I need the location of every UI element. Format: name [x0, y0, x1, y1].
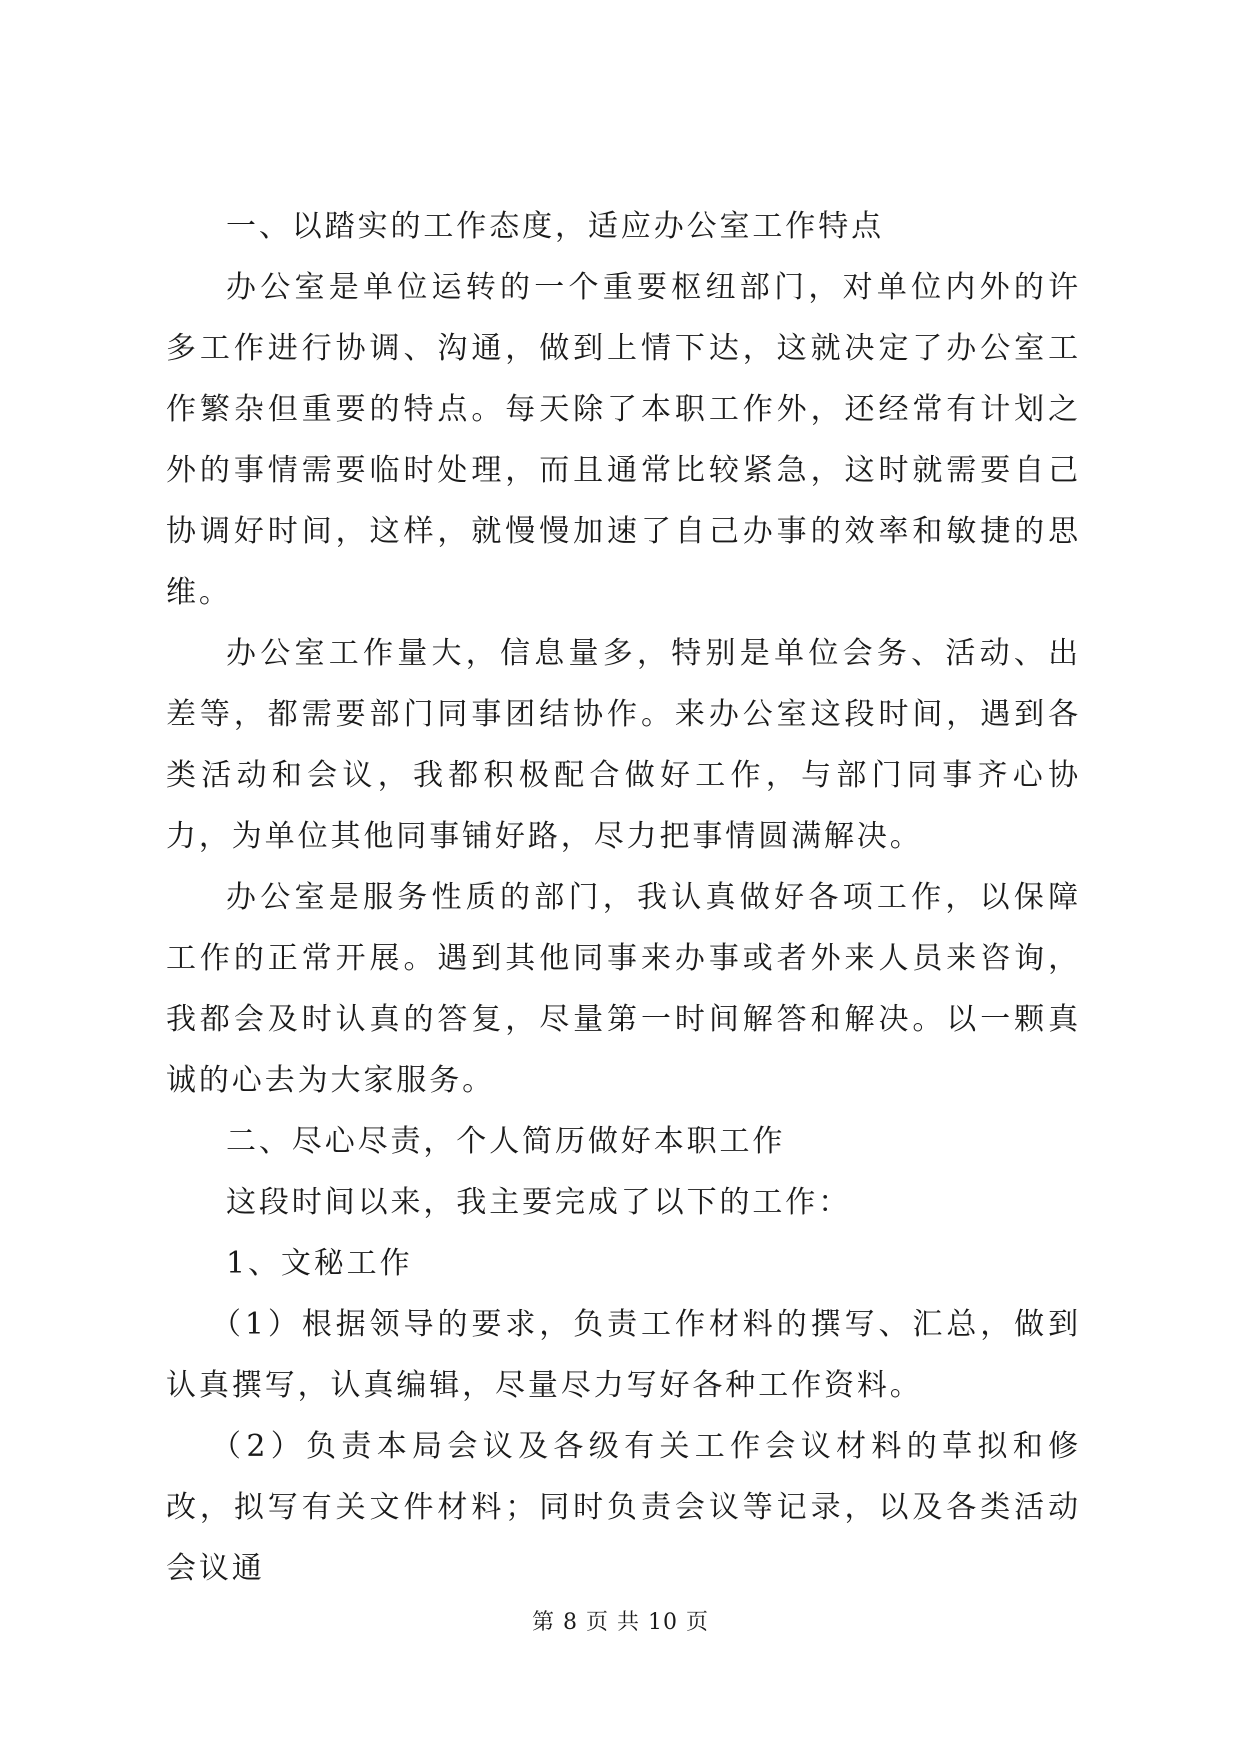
list-item: （1）根据领导的要求，负责工作材料的撰写、汇总，做到认真撰写，认真编辑，尽量尽力写好各种工作资料。 — [166, 1307, 1081, 1403]
list-item: （2）负责本局会议及各级有关工作会议材料的草拟和修改，拟写有关文件材料；同时负责会议等记录，以及各类活动会议通 — [166, 1429, 1081, 1586]
paragraph: 办公室是单位运转的一个重要枢纽部门，对单位内外的许多工作进行协调、沟通，做到上情下达，这就决定了办公室工作繁杂但重要的特点。每天除了本职工作外，还经常有计划之外的事情需要临时处理，而且通常比较紧急，这时就需要自己协调好时间，这样，就慢慢加速了自己办事的效率和敏捷的思维。 — [166, 270, 1081, 610]
paragraph: 这段时间以来，我主要完成了以下的工作： — [226, 1185, 852, 1220]
section-heading-1: 一、以踏实的工作态度，适应办公室工作特点 — [226, 209, 884, 244]
subsection-heading: 1、文秘工作 — [226, 1246, 413, 1281]
section-heading-2: 二、尽心尽责，个人简历做好本职工作 — [226, 1124, 786, 1159]
paragraph: 办公室是服务性质的部门，我认真做好各项工作，以保障工作的正常开展。遇到其他同事来办事或者外来人员来咨询，我都会及时认真的答复，尽量第一时间解答和解决。以一颗真诚的心去为大家服务。 — [166, 880, 1081, 1098]
paragraph: 办公室工作量大，信息量多，特别是单位会务、活动、出差等，都需要部门同事团结协作。来办公室这段时间，遇到各类活动和会议，我都积极配合做好工作，与部门同事齐心协力，为单位其他同事铺好路，尽力把事情圆满解决。 — [166, 636, 1081, 854]
document-body — [166, 196, 1081, 1599]
page-number-footer: 第 8 页 共 10 页 — [532, 1610, 709, 1635]
